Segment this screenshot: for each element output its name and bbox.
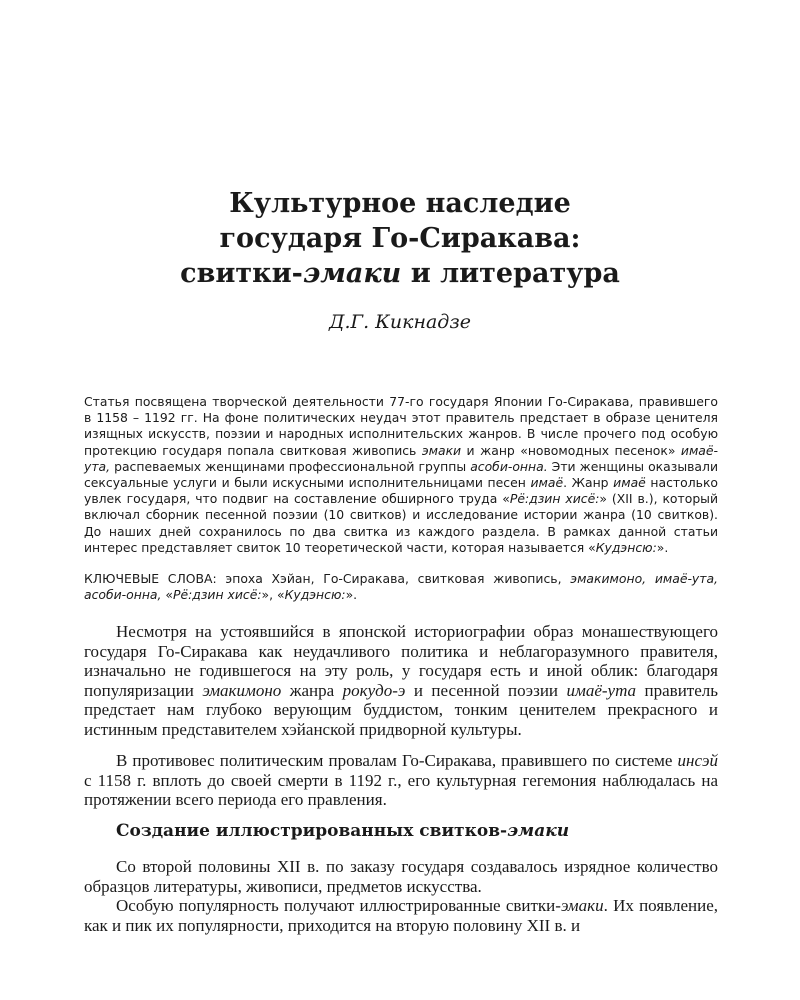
body-paragraph-1: Несмотря на устоявшийся в японской историографии образ монашествующего государя Го-Сиракава как неудачливого политика и неблагоразумного правителя, изначально не годившегося на эту роль, у государя есть и иной облик: благодаря популяризации эмакимоно жанра рокудо-э и песенной поэзии имаё-ута правитель предстает нам глубоко верующим буддистом, тонким ценителем прекрасного и истинным представителем хэйанской придворной культуры. [84,622,718,739]
title-line-1: Культурное наследие [229,188,571,219]
article-title [100,186,700,291]
section-heading: Создание иллюстрированных свитков-эмаки [116,821,570,841]
title-line-3: свитки-эмаки и литература [180,258,620,289]
abstract: Статья посвящена творческой деятельности 77-го государя Японии Го-Сиракава, правившего в 1158 – 1192 гг. На фоне политических неудач этот правитель предстает в образе ценителя изящных искусств, поэзии и народных исполнительских жанров. В числе прочего под особую протекцию государя попала свитковая живопись эмаки и жанр «новомодных песенок» имаё-ута, распеваемых женщинами профессиональной группы асоби-онна. Эти женщины оказывали сексуальные услуги и были искусными исполнительницами песен имаё. Жанр имаё настолько увлек государя, что подвиг на составление обширного труда «Рё:дзин хисё:» (XII в.), который включал сборник песенной поэзии (10 свитков) и исследование истории жанра (10 свитков). До наших дней сохранилось по два свитка из каждого раздела. В рамках данной статьи интерес представляет свиток 10 теоретической части, которая называется «Кудэнсю:». [84,394,719,555]
body-paragraph-3: Со второй половины XII в. по заказу государя создавалось изрядное количество образцов литературы, живописи, предметов искусства. [84,857,718,896]
body-paragraph-4: Особую популярность получают иллюстрированные свитки-эмаки. Их появление, как и пик их популярности, приходится на вторую половину XII в. и [84,896,718,935]
body-paragraph-2: В противовес политическим провалам Го-Сиракава, правившего по системе инсэй с 1158 г. вплоть до своей смерти в 1192 г., его культурная гегемония наблюдалась на протяжении всего периода его правления. [84,751,718,810]
title-line-2: государя Го-Сиракава: [219,223,581,254]
author-name: Д.Г. Кикнадзе [329,311,471,333]
keywords: КЛЮЧЕВЫЕ СЛОВА: эпоха Хэйан, Го-Сиракава, свитковая живопись, эмакимоно, имаё-ута, асоби-онна, «Рё:дзин хисё:», «Кудэнсю:». [84,571,718,603]
